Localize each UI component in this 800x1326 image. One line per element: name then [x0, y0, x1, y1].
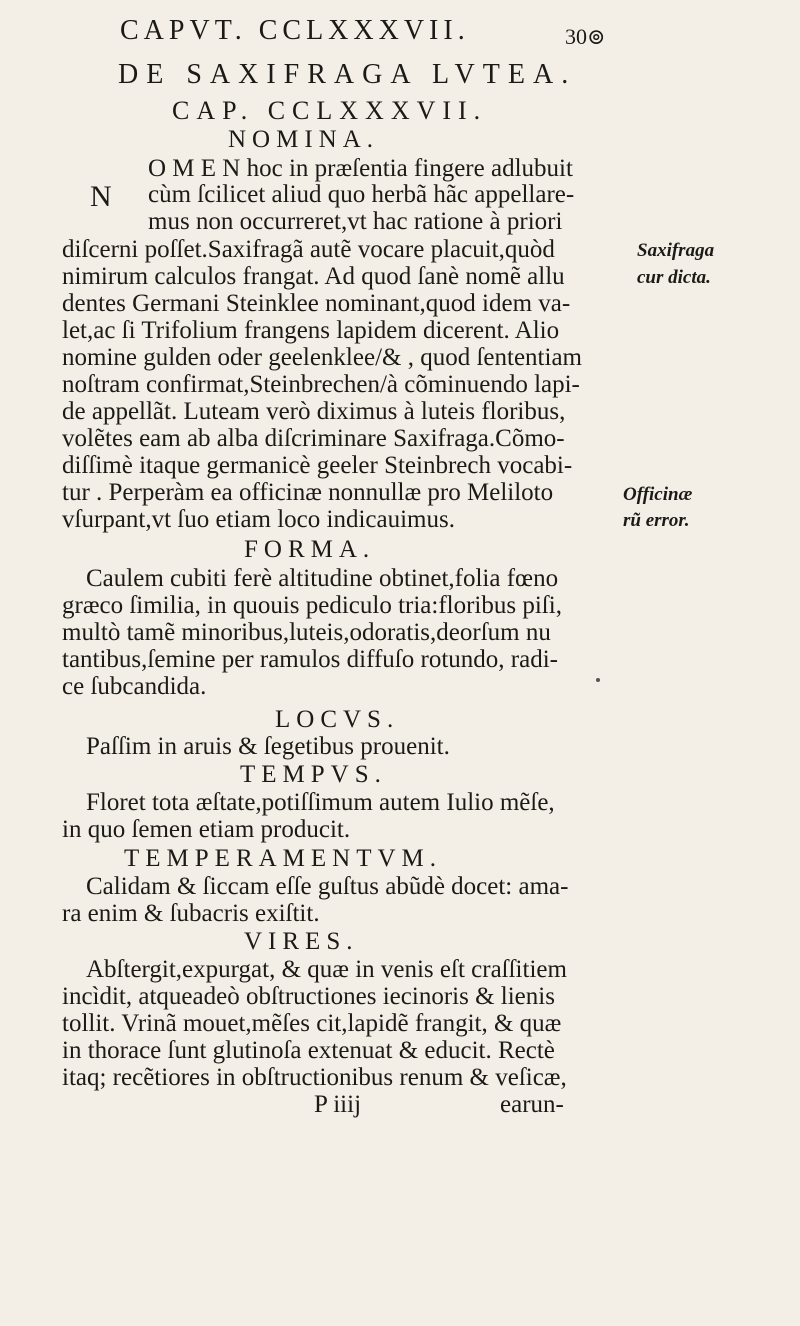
text-line: Paſſim in aruis & ſegetibus prouenit. [86, 733, 450, 760]
section-heading-forma: FORMA. [244, 536, 376, 563]
text-line: diſſimè itaque germanicè geeler Steinbrech vocabi- [62, 452, 573, 479]
text-line: mus non occurreret,vt hac ratione à priori [148, 208, 563, 235]
catchword: earun- [500, 1091, 564, 1118]
running-head-title: CAPVT. CCLXXXVII. [120, 15, 470, 46]
text-line: Calidam & ſiccam eſſe guſtus abũdè docet: ama- [86, 873, 569, 900]
text-line: in thorace ſunt glutinoſa extenuat & educit. Rectè [62, 1037, 555, 1064]
text-line: diſcerni poſſet.Saxifragã autẽ vocare placuit,quòd [62, 236, 555, 263]
text-line: tollit. Vrinã mouet,mẽſes cit,lapidẽ frangit, & quæ [62, 1010, 562, 1037]
text-line: itaq; recẽtiores in obſtructionibus renum & veſicæ, [62, 1064, 567, 1091]
marginal-note: cur dicta. [637, 267, 711, 288]
text-line: dentes Germani Steinklee nominant,quod idem va- [62, 290, 571, 317]
text-line: noſtram confirmat,Steinbrechen/à cõminuendo lapi- [62, 371, 580, 398]
chapter-number: CAP. CCLXXXVII. [172, 96, 488, 125]
marginal-note: rũ error. [623, 510, 690, 531]
text-line: Abſtergit,expurgat, & quæ in venis eſt craſſitiem [86, 956, 567, 983]
signature-mark: P iiij [314, 1091, 362, 1118]
text-line: incìdit, atqueadeò obſtructiones iecinoris & lienis [62, 983, 555, 1010]
text-line: græco ſimilia, in quouis pediculo tria:floribus piſi, [62, 592, 562, 619]
drop-initial: N [90, 180, 112, 213]
section-heading-temperamentum: TEMPERAMENTVM. [124, 845, 443, 872]
marginal-note: Officinæ [623, 484, 693, 505]
text-line: let,ac ſi Trifolium frangens lapidem dicerent. Alio [62, 317, 560, 344]
section-heading-vires: VIRES. [244, 928, 359, 955]
text-line: cùm ſcilicet aliud quo herbã hãc appellare- [148, 181, 575, 208]
text-line: nomine gulden oder geelenklee/& , quod ſententiam [62, 344, 582, 371]
text-line: ce ſubcandida. [62, 673, 207, 700]
text-line: ra enim & ſubacris exiſtit. [62, 900, 320, 927]
ink-speck [596, 678, 600, 682]
text-line: de appellãt. Luteam verò diximus à luteis floribus, [62, 398, 566, 425]
text-line: tantibus,ſemine per ramulos diffuſo rotundo, radi- [62, 646, 558, 673]
text-line: Caulem cubiti ferè altitudine obtinet,folia fœno [86, 565, 559, 592]
marginal-note: Saxifraga [637, 240, 715, 261]
text-line: nimirum calculos frangat. Ad quod ſanè nomẽ allu [62, 263, 565, 290]
section-heading-tempus: TEMPVS. [240, 761, 387, 788]
chapter-title: DE SAXIFRAGA LVTEA. [118, 59, 577, 90]
text-line: O M E N hoc in præſentia fingere adlubuit [148, 155, 573, 182]
text-line: vſurpant,vt ſuo etiam loco indicauimus. [62, 506, 455, 533]
folio-number: 30⊚ [565, 24, 606, 49]
section-heading-nomina: NOMINA. [228, 126, 380, 153]
text-line: tur . Perperàm ea officinæ nonnullæ pro Meliloto [62, 479, 554, 506]
text-line: volẽtes eam ab alba diſcriminare Saxifraga.Cõmo- [62, 425, 565, 452]
text-line: multò tamẽ minoribus,luteis,odoratis,deorſum nu [62, 619, 551, 646]
text-line: Floret tota æſtate,potiſſimum autem Iulio mẽſe, [86, 789, 555, 816]
text-line: in quo ſemen etiam producit. [62, 816, 351, 843]
section-heading-locus: LOCVS. [275, 706, 400, 733]
